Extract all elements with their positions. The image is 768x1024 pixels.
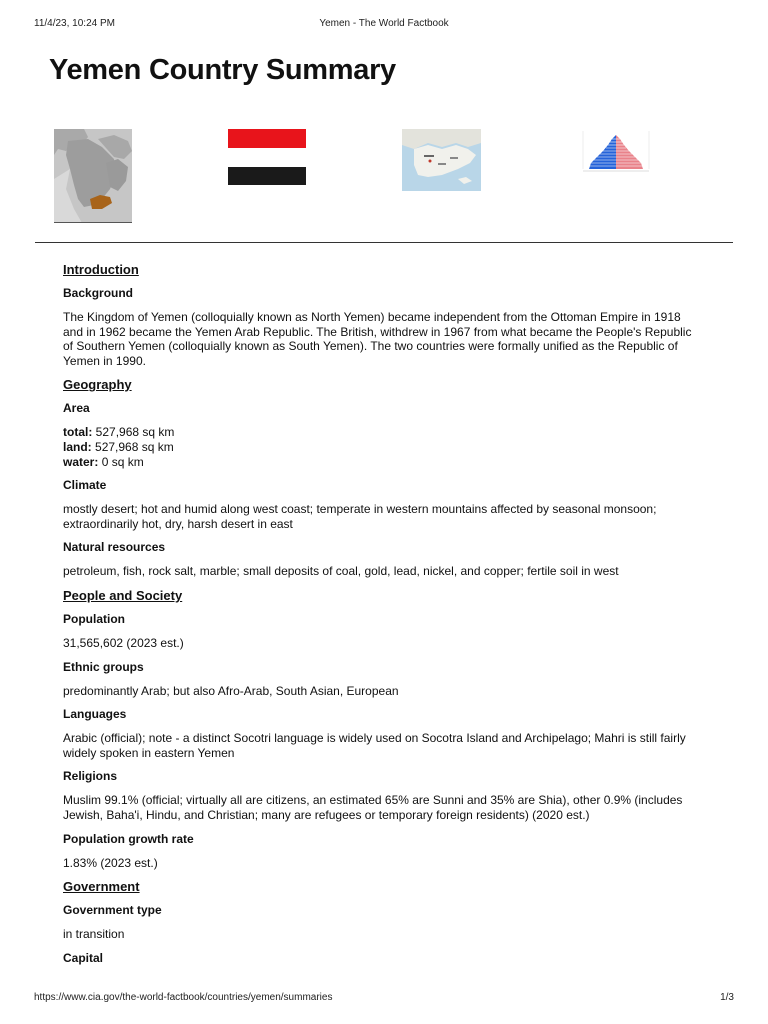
area-total-value: 527,968 sq km [95, 425, 175, 440]
print-footer [34, 992, 734, 1006]
field-title-languages: Languages [63, 707, 127, 722]
flag-image[interactable] [228, 129, 306, 185]
population-pyramid-icon [577, 129, 655, 177]
area-total-label: total: [63, 425, 93, 440]
field-title-population-growth-rate: Population growth rate [63, 831, 194, 846]
print-header [34, 18, 734, 32]
flag-band-red [228, 129, 306, 148]
field-title-population: Population [63, 611, 125, 626]
page-title-suffix: Country Summary [149, 54, 396, 86]
field-title-government-type: Government type [63, 903, 162, 918]
print-page-number: 1/3 [720, 992, 734, 1003]
section-title-geography[interactable]: Geography [63, 377, 132, 393]
divider [35, 242, 733, 243]
section-title-people-and-society[interactable]: People and Society [63, 587, 183, 603]
page-title [49, 54, 396, 87]
flag-band-black [228, 167, 306, 185]
locator-underline [54, 222, 132, 223]
image-strip [0, 128, 768, 228]
field-text-population-growth-rate: 1.83% (2023 est.) [63, 855, 158, 870]
field-title-natural-resources: Natural resources [63, 540, 166, 555]
field-text-background: The Kingdom of Yemen (colloquially known as North Yemen) became independent from the Ottoman Empire in 1918 and in 1962 became the Yemen Arab Republic. The British, withdrew in 1967 from what became the People's Republic of Southern Yemen (colloquially known as South Yemen). The two countries were formally unified as the Republic of Yemen in 1990. [63, 310, 692, 368]
field-title-religions: Religions [63, 769, 118, 784]
country-map-icon [402, 129, 481, 191]
field-title-climate: Climate [63, 478, 107, 493]
locator-map-image[interactable] [54, 129, 132, 223]
area-land-row [63, 440, 703, 455]
field-title-background: Background [63, 286, 134, 300]
page-title-country: Yemen [49, 54, 141, 86]
field-text-population: 31,565,602 (2023 est.) [63, 635, 184, 650]
field-text-ethnic-groups: predominantly Arab; but also Afro-Arab, South Asian, European [63, 683, 399, 698]
flag-band-white [228, 148, 306, 167]
country-map-image[interactable] [402, 129, 481, 191]
area-land-label: land: [63, 439, 92, 454]
field-text-religions: Muslim 99.1% (official; virtually all are citizens, an estimated 65% are Sunni and 35% are Shia), other 0.9% (includes Jewish, Baha'i, Hindu, and Christian; many are refugees or temporary foreign residents) (2020 est.) [63, 793, 683, 822]
field-text-government-type: in transition [63, 927, 125, 942]
print-datetime: 11/4/23, 10:24 PM [34, 18, 115, 29]
field-title-ethnic-groups: Ethnic groups [63, 659, 144, 674]
field-title-area: Area [63, 401, 90, 416]
area-water-value: 0 sq km [101, 454, 144, 469]
field-text-area [63, 425, 703, 469]
section-title-introduction[interactable]: Introduction [63, 262, 139, 277]
area-land-value: 527,968 sq km [95, 439, 174, 454]
locator-map-icon [54, 129, 132, 223]
population-pyramid-image[interactable] [577, 129, 655, 177]
area-total-row [63, 425, 703, 440]
area-water-label: water: [63, 454, 99, 469]
print-page-title: Yemen - The World Factbook [319, 18, 449, 29]
print-url[interactable]: https://www.cia.gov/the-world-factbook/countries/yemen/summaries [34, 992, 333, 1003]
field-text-climate: mostly desert; hot and humid along west coast; temperate in western mountains affected by seasonal monsoon; extraordinarily hot, dry, harsh desert in east [63, 502, 657, 531]
section-title-government[interactable]: Government [63, 879, 140, 895]
area-water-row [63, 455, 703, 470]
field-text-languages: Arabic (official); note - a distinct Socotri language is widely used on Socotra Island and Archipelago; Mahri is still fairly widely spoken in eastern Yemen [63, 731, 686, 760]
field-title-capital: Capital [63, 950, 104, 965]
summary-content [63, 262, 703, 975]
field-text-natural-resources: petroleum, fish, rock salt, marble; small deposits of coal, gold, lead, nickel, and copper; fertile soil in west [63, 564, 619, 579]
